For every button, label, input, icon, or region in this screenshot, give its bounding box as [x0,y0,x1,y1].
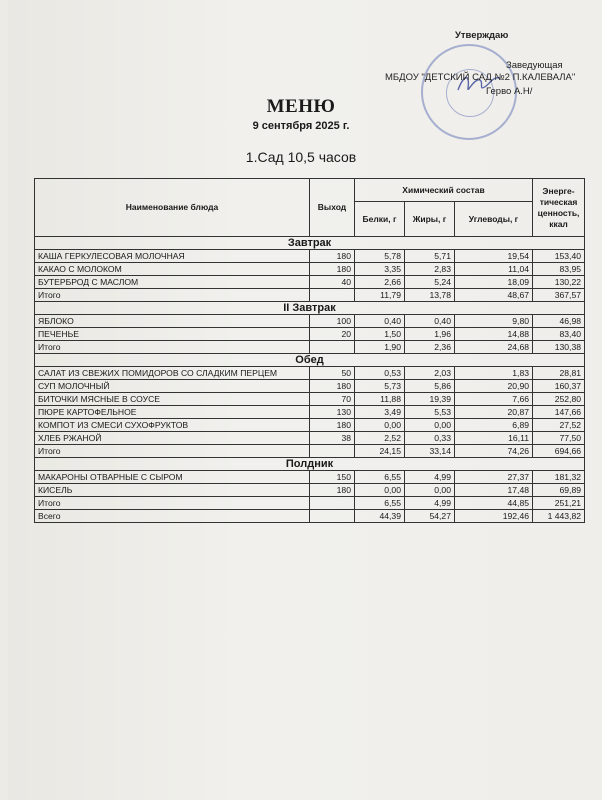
dish-carbs: 27,37 [455,471,533,484]
dish-energy: 153,40 [533,250,585,263]
total-output-empty [310,497,355,510]
total-row [35,289,585,302]
dish-name: КОМПОТ ИЗ СМЕСИ СУХОФРУКТОВ [35,419,310,432]
dish-energy: 160,37 [533,380,585,393]
dish-energy: 77,50 [533,432,585,445]
total-label: Итого [35,289,310,302]
dish-row [35,484,585,497]
total-row [35,497,585,510]
dish-output: 180 [310,263,355,276]
dish-carbs: 6,89 [455,419,533,432]
dish-name: КАКАО С МОЛОКОМ [35,263,310,276]
dish-fat: 2,03 [405,367,455,380]
dish-row [35,367,585,380]
total-fat: 33,14 [405,445,455,458]
dish-carbs: 14,88 [455,328,533,341]
dish-row [35,250,585,263]
dish-fat: 5,71 [405,250,455,263]
dish-output: 130 [310,406,355,419]
total-label: Итого [35,445,310,458]
dish-energy: 147,66 [533,406,585,419]
menu-body [35,237,585,523]
dish-name: САЛАТ ИЗ СВЕЖИХ ПОМИДОРОВ СО СЛАДКИМ ПЕРЦЕМ [35,367,310,380]
dish-carbs: 9,80 [455,315,533,328]
dish-energy: 28,81 [533,367,585,380]
dish-row [35,263,585,276]
dish-row [35,432,585,445]
section-title: Полдник [35,458,585,471]
dish-name: ХЛЕБ РЖАНОЙ [35,432,310,445]
total-carbs: 24,68 [455,341,533,354]
menu-table [34,178,585,523]
dish-output: 40 [310,276,355,289]
dish-name: ПЮРЕ КАРТОФЕЛЬНОЕ [35,406,310,419]
dish-energy: 69,89 [533,484,585,497]
dish-output: 38 [310,432,355,445]
dish-row [35,406,585,419]
dish-output: 70 [310,393,355,406]
dish-protein: 3,49 [355,406,405,419]
dish-name: МАКАРОНЫ ОТВАРНЫЕ С СЫРОМ [35,471,310,484]
total-energy: 694,66 [533,445,585,458]
dish-energy: 83,95 [533,263,585,276]
dish-protein: 5,73 [355,380,405,393]
dish-fat: 1,96 [405,328,455,341]
grand-total-label: Всего [35,510,310,523]
dish-row [35,471,585,484]
total-protein: 24,15 [355,445,405,458]
total-row [35,445,585,458]
dish-fat: 5,24 [405,276,455,289]
dish-carbs: 17,48 [455,484,533,497]
dish-name: БУТЕРБРОД С МАСЛОМ [35,276,310,289]
total-carbs: 48,67 [455,289,533,302]
col-chem-header: Химический состав [355,179,533,202]
grand-total-energy: 1 443,82 [533,510,585,523]
total-protein: 1,90 [355,341,405,354]
dish-carbs: 1,83 [455,367,533,380]
total-fat: 4,99 [405,497,455,510]
dish-output: 180 [310,484,355,497]
dish-energy: 46,98 [533,315,585,328]
total-output-empty [310,341,355,354]
total-protein: 11,79 [355,289,405,302]
total-output-empty [310,445,355,458]
dish-row [35,315,585,328]
dish-row [35,393,585,406]
dish-protein: 0,40 [355,315,405,328]
dish-output: 180 [310,250,355,263]
grand-total-output-empty [310,510,355,523]
dish-carbs: 20,87 [455,406,533,419]
dish-name: КАША ГЕРКУЛЕСОВАЯ МОЛОЧНАЯ [35,250,310,263]
total-fat: 13,78 [405,289,455,302]
section-row [35,302,585,315]
dish-name: ПЕЧЕНЬЕ [35,328,310,341]
dish-carbs: 7,66 [455,393,533,406]
total-protein: 6,55 [355,497,405,510]
col-output-header: Выход [310,179,355,237]
col-energy-header: Энерге-тическая ценность, ккал [533,179,585,237]
section-row [35,458,585,471]
total-label: Итого [35,497,310,510]
dish-energy: 83,40 [533,328,585,341]
dish-protein: 6,55 [355,471,405,484]
dish-protein: 5,78 [355,250,405,263]
dish-carbs: 11,04 [455,263,533,276]
dish-energy: 130,22 [533,276,585,289]
dish-fat: 0,40 [405,315,455,328]
dish-carbs: 19,54 [455,250,533,263]
total-label: Итого [35,341,310,354]
dish-row [35,380,585,393]
dish-name: КИСЕЛЬ [35,484,310,497]
section-row [35,237,585,250]
col-protein-header: Белки, г [355,202,405,237]
dish-protein: 0,00 [355,484,405,497]
dish-energy: 252,80 [533,393,585,406]
dish-energy: 181,32 [533,471,585,484]
section-title: Обед [35,354,585,367]
dish-protein: 2,66 [355,276,405,289]
section-title: II Завтрак [35,302,585,315]
approve-position: Заведующая [506,60,563,71]
total-energy: 251,21 [533,497,585,510]
approve-org: МБДОУ "ДЕТСКИЙ САД №2 П.КАЛЕВАЛА" [385,72,576,83]
grand-total-protein: 44,39 [355,510,405,523]
dish-protein: 3,35 [355,263,405,276]
dish-carbs: 20,90 [455,380,533,393]
grand-total-fat: 54,27 [405,510,455,523]
group-title: 1.Сад 10,5 часов [245,149,357,165]
total-row [35,341,585,354]
col-name-header: Наименование блюда [35,179,310,237]
dish-fat: 19,39 [405,393,455,406]
dish-output: 180 [310,419,355,432]
dish-protein: 1,50 [355,328,405,341]
approve-label: Утверждаю [455,30,509,41]
dish-name: БИТОЧКИ МЯСНЫЕ В СОУСЕ [35,393,310,406]
dish-fat: 0,00 [405,484,455,497]
dish-fat: 0,33 [405,432,455,445]
dish-protein: 0,00 [355,419,405,432]
dish-fat: 2,83 [405,263,455,276]
col-carbs-header: Углеводы, г [455,202,533,237]
total-fat: 2,36 [405,341,455,354]
dish-name: ЯБЛОКО [35,315,310,328]
page-title: МЕНЮ [266,96,336,117]
dish-fat: 5,86 [405,380,455,393]
total-carbs: 44,85 [455,497,533,510]
dish-carbs: 16,11 [455,432,533,445]
dish-energy: 27,52 [533,419,585,432]
dish-output: 100 [310,315,355,328]
dish-fat: 4,99 [405,471,455,484]
col-fat-header: Жиры, г [405,202,455,237]
grand-total-carbs: 192,46 [455,510,533,523]
dish-output: 150 [310,471,355,484]
section-title: Завтрак [35,237,585,250]
dish-carbs: 18,09 [455,276,533,289]
total-carbs: 74,26 [455,445,533,458]
total-output-empty [310,289,355,302]
approve-person: Герво А.Н/ [486,86,533,97]
total-energy: 130,38 [533,341,585,354]
dish-row [35,419,585,432]
dish-output: 20 [310,328,355,341]
section-row [35,354,585,367]
dish-output: 50 [310,367,355,380]
dish-protein: 2,52 [355,432,405,445]
dish-row [35,276,585,289]
dish-fat: 0,00 [405,419,455,432]
dish-fat: 5,53 [405,406,455,419]
dish-output: 180 [310,380,355,393]
menu-date: 9 сентября 2025 г. [252,120,350,132]
dish-row [35,328,585,341]
dish-protein: 0,53 [355,367,405,380]
total-energy: 367,57 [533,289,585,302]
dish-protein: 11,88 [355,393,405,406]
dish-name: СУП МОЛОЧНЫЙ [35,380,310,393]
grand-total-row [35,510,585,523]
